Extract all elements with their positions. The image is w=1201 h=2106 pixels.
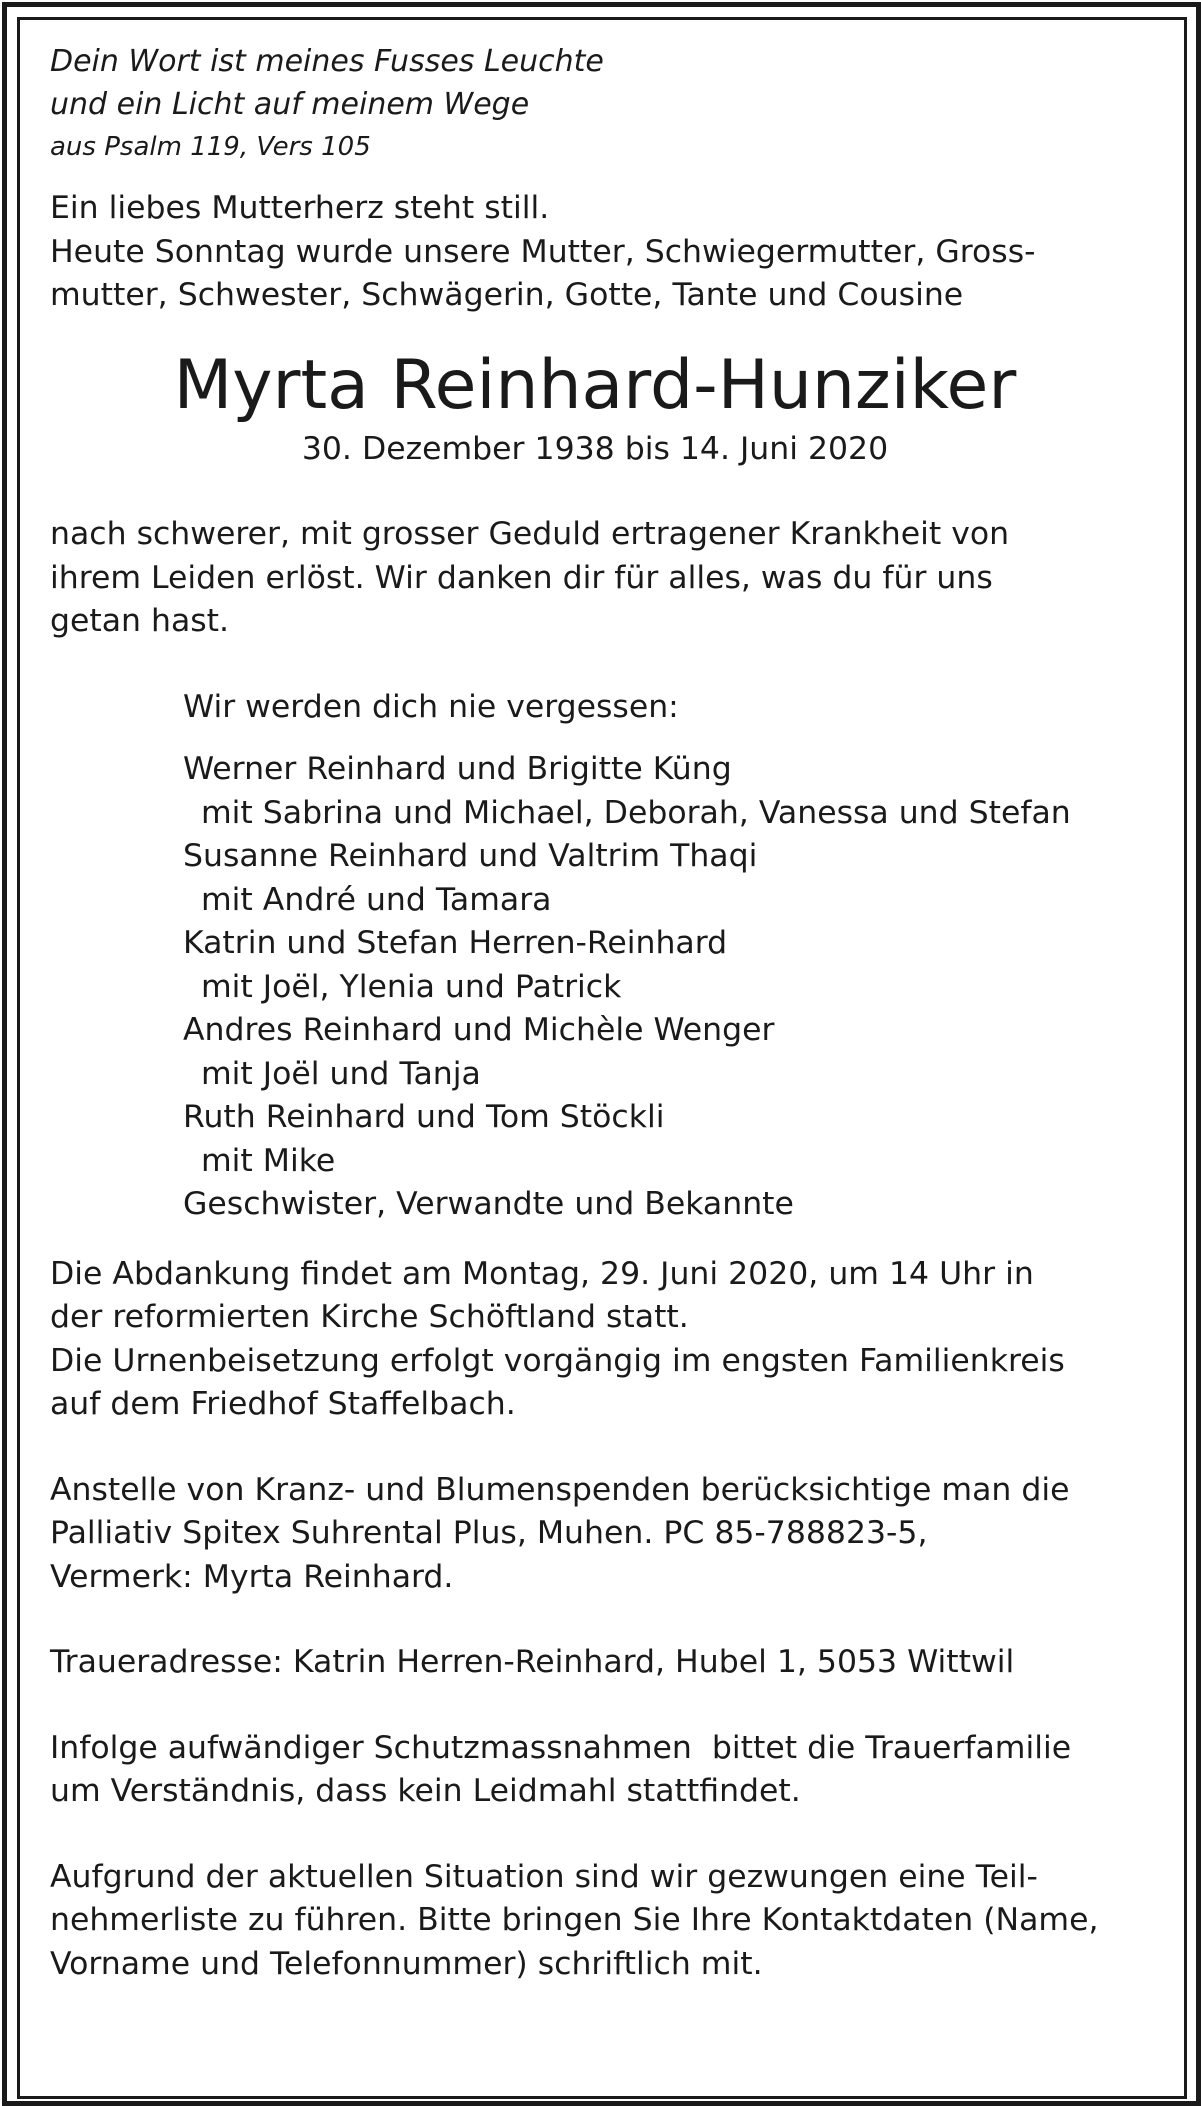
family-member: Geschwister, Verwandte und Bekannte — [183, 1186, 794, 1222]
participants-line-1: Aufgrund der aktuellen Situation sind wir gezwungen eine Teil- — [50, 1858, 1038, 1895]
obituary-notice — [50, 40, 1170, 1986]
protection-paragraph — [50, 1727, 1170, 1814]
verse-line-2: und ein Licht auf meinem Wege — [50, 87, 530, 122]
protection-line-2: um Verständnis, dass kein Leidmahl stattfindet. — [50, 1773, 801, 1809]
ceremony-line-4: auf dem Friedhof Staffelbach. — [50, 1386, 516, 1422]
participants-paragraph — [50, 1856, 1170, 1987]
family-member: mit Sabrina und Michael, Deborah, Vanessa und Stefan — [201, 794, 1071, 831]
donation-line-1: Anstelle von Kranz- und Blumenspenden berücksichtige man die — [50, 1471, 1070, 1508]
deceased-name: Myrta Reinhard-Hunziker — [173, 345, 1017, 425]
family-list — [183, 748, 1170, 1227]
passing-line-3: getan hast. — [50, 603, 230, 639]
intro-line-2: Heute Sonntag wurde unsere Mutter, Schwiegermutter, Gross- — [50, 233, 1036, 270]
family-member: mit André und Tamara — [201, 881, 552, 918]
address-paragraph — [50, 1641, 1170, 1685]
family-member: mit Mike — [201, 1142, 336, 1179]
family-member: mit Joël, Ylenia und Patrick — [201, 968, 622, 1005]
verse-line-1: Dein Wort ist meines Fusses Leuchte — [50, 44, 604, 79]
protection-line-1: Infolge aufwändiger Schutzmassnahmen bittet die Trauerfamilie — [50, 1729, 1072, 1766]
bible-verse — [50, 40, 1170, 169]
participants-line-3: Vorname und Telefonnummer) schriftlich mit. — [50, 1945, 763, 1982]
family-section — [183, 686, 1170, 1227]
ceremony-line-1: Die Abdankung findet am Montag, 29. Juni 2020, um 14 Uhr in — [50, 1255, 1034, 1292]
family-heading: Wir werden dich nie vergessen: — [183, 688, 679, 725]
life-dates: 30. Dezember 1938 bis 14. Juni 2020 — [301, 430, 889, 467]
family-member: mit Joël und Tanja — [201, 1055, 481, 1092]
verse-source: aus Psalm 119, Vers 105 — [50, 132, 371, 162]
address-line: Traueradresse: Katrin Herren-Reinhard, Hubel 1, 5053 Wittwil — [50, 1644, 1015, 1680]
family-member: Katrin und Stefan Herren-Reinhard — [183, 925, 728, 961]
passing-paragraph — [50, 513, 1170, 644]
donation-line-2: Palliativ Spitex Suhrental Plus, Muhen. PC 85-788823-5, — [50, 1515, 928, 1551]
participants-line-2: nehmerliste zu führen. Bitte bringen Sie Ihre Kontaktdaten (Name, — [50, 1902, 1099, 1938]
donation-paragraph — [50, 1469, 1170, 1600]
family-member: Ruth Reinhard und Tom Stöckli — [183, 1099, 665, 1135]
family-member: Susanne Reinhard und Valtrim Thaqi — [183, 838, 758, 874]
ceremony-line-3: Die Urnenbeisetzung erfolgt vorgängig im engsten Familienkreis — [50, 1342, 1065, 1379]
family-member: Werner Reinhard und Brigitte Küng — [183, 751, 732, 787]
intro-line-1: Ein liebes Mutterherz steht still. — [50, 190, 550, 226]
passing-line-2: ihrem Leiden erlöst. Wir danken dir für alles, was du für uns — [50, 559, 993, 596]
passing-line-1: nach schwerer, mit grosser Geduld ertragener Krankheit von — [50, 516, 1010, 552]
intro-line-3: mutter, Schwester, Schwägerin, Gotte, Tante und Cousine — [50, 277, 964, 313]
ceremony-line-2: der reformierten Kirche Schöftland statt. — [50, 1299, 689, 1335]
intro-paragraph — [50, 187, 1170, 318]
donation-line-3: Vermerk: Myrta Reinhard. — [50, 1558, 454, 1595]
family-member: Andres Reinhard und Michèle Wenger — [183, 1012, 775, 1048]
ceremony-paragraph — [50, 1253, 1170, 1427]
